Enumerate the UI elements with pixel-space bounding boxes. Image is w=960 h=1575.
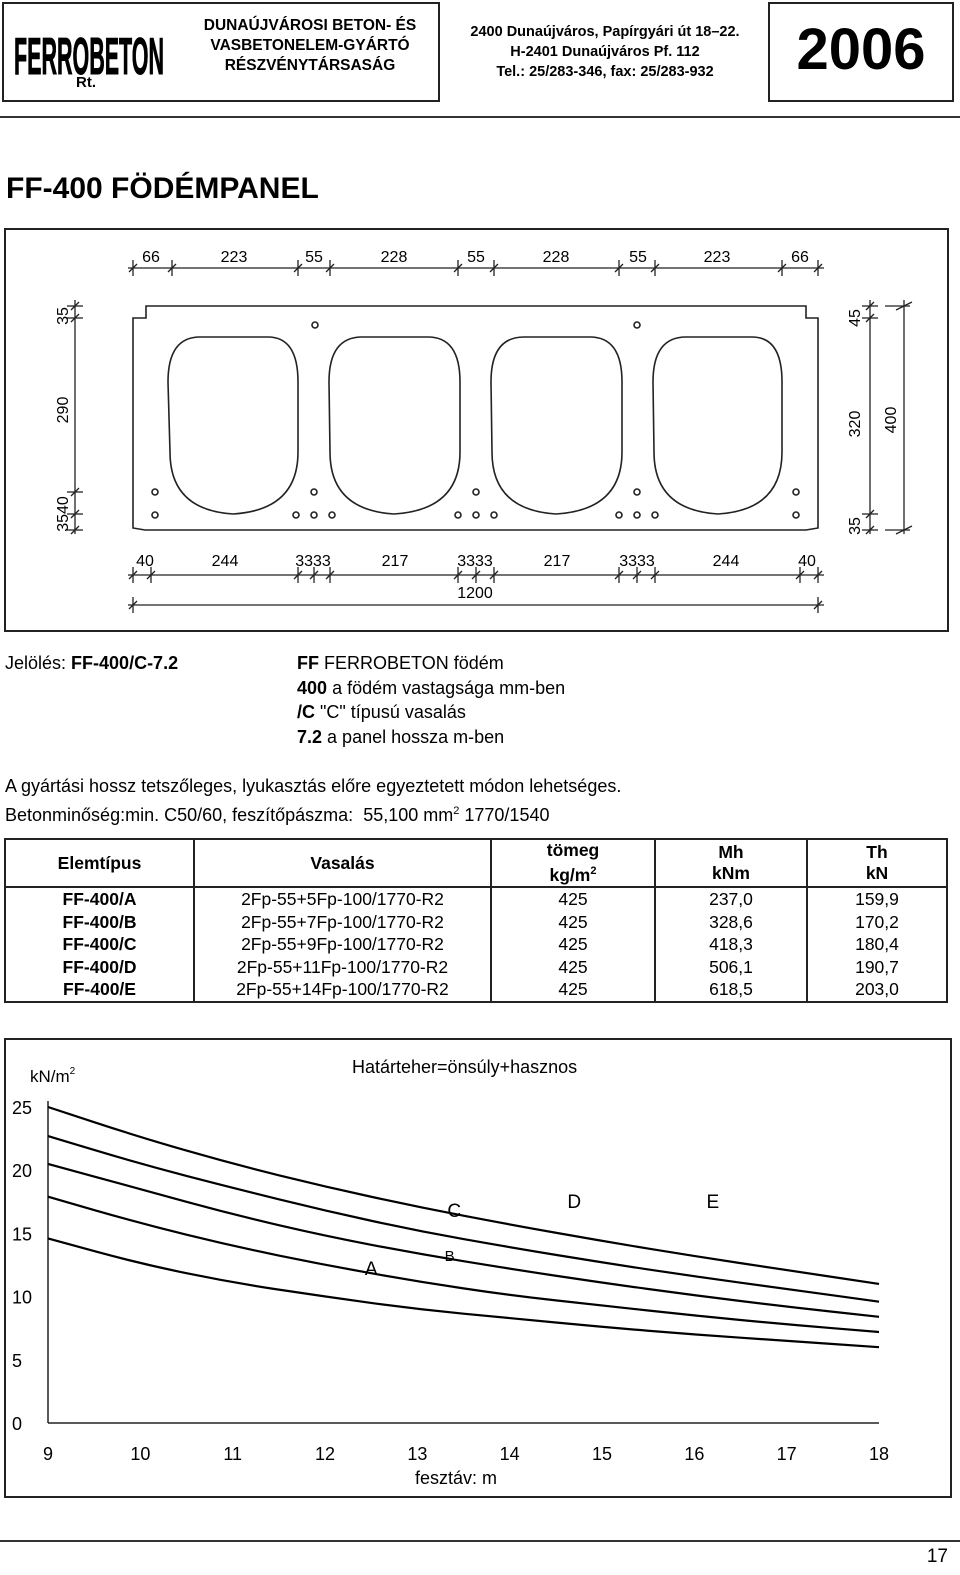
element-table: [4, 838, 948, 1003]
table-row: [5, 887, 947, 911]
dim-bottom: 217: [381, 553, 409, 570]
note-production-length: A gyártási hossz tetszőleges, lyukasztás előre egyeztetett módon lehetséges.: [5, 776, 622, 796]
x-tick-label: 10: [130, 1444, 151, 1464]
dim-top: 223: [220, 249, 248, 266]
void-3: [491, 337, 622, 514]
dim-top: 228: [380, 249, 408, 266]
cell-th: 190,7: [807, 956, 947, 979]
legend-line: FF FERROBETON födém: [297, 653, 504, 673]
legend-line: /C "C" típusú vasalás: [297, 702, 466, 722]
cell-th: 180,4: [807, 933, 947, 956]
x-tick-label: 17: [776, 1444, 797, 1464]
x-tick-label: 9: [42, 1444, 54, 1464]
series-label-c: C: [447, 1200, 462, 1222]
strand-holes: [152, 322, 799, 518]
series-label-a: A: [364, 1259, 378, 1281]
dim-bottom: 244: [211, 553, 239, 570]
dim-right: 45: [847, 309, 864, 327]
dim-top: 228: [542, 249, 570, 266]
dim-top: 66: [791, 249, 809, 266]
cell-type: FF-400/A: [5, 887, 194, 911]
cell-mass: 425: [491, 933, 655, 956]
y-tick-label: 0: [12, 1414, 23, 1434]
company-name-line: RÉSZVÉNYTÁRSASÁG: [224, 57, 396, 74]
panel-outline: [133, 306, 818, 530]
series-label-b: B: [444, 1248, 455, 1266]
note-concrete: Betonminőség:min. C50/60, feszítőpászma: 55,100 $mm^2$ 1770/1540: [5, 804, 550, 825]
logo-wordmark: FERROBETON: [14, 28, 164, 86]
y-tick-label: 25: [12, 1098, 33, 1118]
dim-bottom: 3333: [619, 553, 655, 570]
cell-rebar: 2Fp-55+11Fp-100/1770-R2: [194, 956, 491, 979]
dim-top: 55: [467, 249, 485, 266]
x-tick-label: 11: [223, 1444, 243, 1464]
dim-bottom: 3333: [295, 553, 331, 570]
cell-rebar: 2Fp-55+7Fp-100/1770-R2: [194, 911, 491, 934]
dim-bottom: 244: [712, 553, 740, 570]
cell-rebar: 2Fp-55+9Fp-100/1770-R2: [194, 933, 491, 956]
dim-right: 35: [847, 517, 864, 535]
cell-mass: 425: [491, 978, 655, 1002]
col-header-rebar: Vasalás: [194, 839, 491, 887]
cell-type: FF-400/C: [5, 933, 194, 956]
dim-top: 66: [142, 249, 160, 266]
y-tick-label: 15: [12, 1224, 33, 1245]
col-header-th: Th kN: [807, 839, 947, 887]
series-line-c: [48, 1164, 879, 1317]
dim-top: 223: [703, 249, 731, 266]
cell-mass: 425: [491, 956, 655, 979]
cell-mh: 328,6: [655, 911, 807, 934]
y-tick-label: 20: [12, 1161, 33, 1182]
table-row: [5, 911, 947, 934]
year: 2006: [796, 17, 926, 82]
designation-legend: [297, 651, 565, 749]
designation-code: FF-400/C-7.2: [71, 653, 179, 673]
void-4: [653, 337, 782, 514]
company-name-line: VASBETONELEM-GYÁRTÓ: [210, 37, 410, 54]
table-row: [5, 956, 947, 979]
series-line-e: [48, 1107, 879, 1284]
cell-th: 159,9: [807, 887, 947, 911]
col-header-mh: Mh kNm: [655, 839, 807, 887]
cell-type: FF-400/B: [5, 911, 194, 934]
dim-left: 35: [55, 307, 72, 325]
y-tick-label: 5: [12, 1350, 23, 1371]
dim-top: 55: [629, 249, 647, 266]
series-label-e: E: [706, 1192, 720, 1214]
address-line: H-2401 Dunaújváros Pf. 112: [510, 44, 700, 60]
table-row: [5, 933, 947, 956]
cell-mh: 618,5: [655, 978, 807, 1002]
x-tick-label: 16: [684, 1444, 705, 1464]
table-header-row: [5, 839, 947, 887]
page-number: 17: [926, 1546, 948, 1567]
cell-type: FF-400/E: [5, 978, 194, 1002]
cross-section-drawing: [0, 0, 960, 640]
dim-bottom: 3333: [457, 553, 493, 570]
legend-line: 400 a födém vastagsága mm-ben: [297, 677, 566, 698]
address-line: Tel.: 25/283-346, fax: 25/283-932: [496, 64, 714, 80]
void-2: [329, 337, 460, 514]
notes: [5, 774, 621, 827]
cell-rebar: 2Fp-55+14Fp-100/1770-R2: [194, 978, 491, 1002]
footer-divider: [0, 1540, 960, 1542]
x-tick-label: 15: [591, 1444, 613, 1464]
dim-left: 3540: [55, 496, 72, 532]
chart-title: Határteher=önsúly+hasznos: [352, 1057, 578, 1077]
dim-bottom: 217: [543, 553, 571, 570]
load-span-chart: [0, 1038, 960, 1500]
legend-line: 7.2 a panel hossza m-ben: [297, 726, 505, 747]
cell-mh: 506,1: [655, 956, 807, 979]
cell-rebar: 2Fp-55+5Fp-100/1770-R2: [194, 887, 491, 911]
col-header-mass: tömeg $kg/m^2$: [491, 839, 655, 887]
x-tick-label: 14: [499, 1444, 520, 1464]
chart-ylabel: $kN/m^2$: [30, 1066, 76, 1086]
void-1: [168, 337, 298, 514]
cell-type: FF-400/D: [5, 956, 194, 979]
dim-right: 320: [847, 410, 864, 438]
dim-total: 1200: [457, 585, 493, 602]
dim-top: 55: [305, 249, 323, 266]
company-name-line: DUNAÚJVÁROSI BETON- ÉS: [203, 17, 417, 34]
series-line-a: [48, 1238, 879, 1347]
dim-bottom: 40: [136, 553, 154, 570]
x-tick-label: 18: [868, 1444, 890, 1464]
logo-sub: Rt.: [76, 74, 96, 90]
series-line-d: [48, 1136, 879, 1302]
address-line: 2400 Dunaújváros, Papírgyári út 18–22.: [470, 24, 740, 40]
dim-right: 400: [883, 406, 900, 434]
chart-xlabel: fesztáv: m: [415, 1468, 498, 1488]
designation-label: [5, 651, 178, 676]
dim-left: 290: [55, 396, 72, 424]
y-tick-label: 10: [12, 1287, 33, 1308]
page-title: FF-400 FÖDÉMPANEL: [6, 172, 319, 205]
table-row: [5, 978, 947, 1002]
cell-mh: 418,3: [655, 933, 807, 956]
dim-bottom: 40: [798, 553, 816, 570]
designation-label-text: Jelölés:: [5, 653, 67, 673]
cell-mass: 425: [491, 911, 655, 934]
cell-th: 203,0: [807, 978, 947, 1002]
x-tick-label: 13: [407, 1444, 428, 1464]
col-header-type: Elemtípus: [5, 839, 194, 887]
cell-th: 170,2: [807, 911, 947, 934]
cell-mh: 237,0: [655, 887, 807, 911]
series-label-d: D: [567, 1192, 582, 1214]
cell-mass: 425: [491, 887, 655, 911]
x-tick-label: 12: [314, 1444, 336, 1464]
